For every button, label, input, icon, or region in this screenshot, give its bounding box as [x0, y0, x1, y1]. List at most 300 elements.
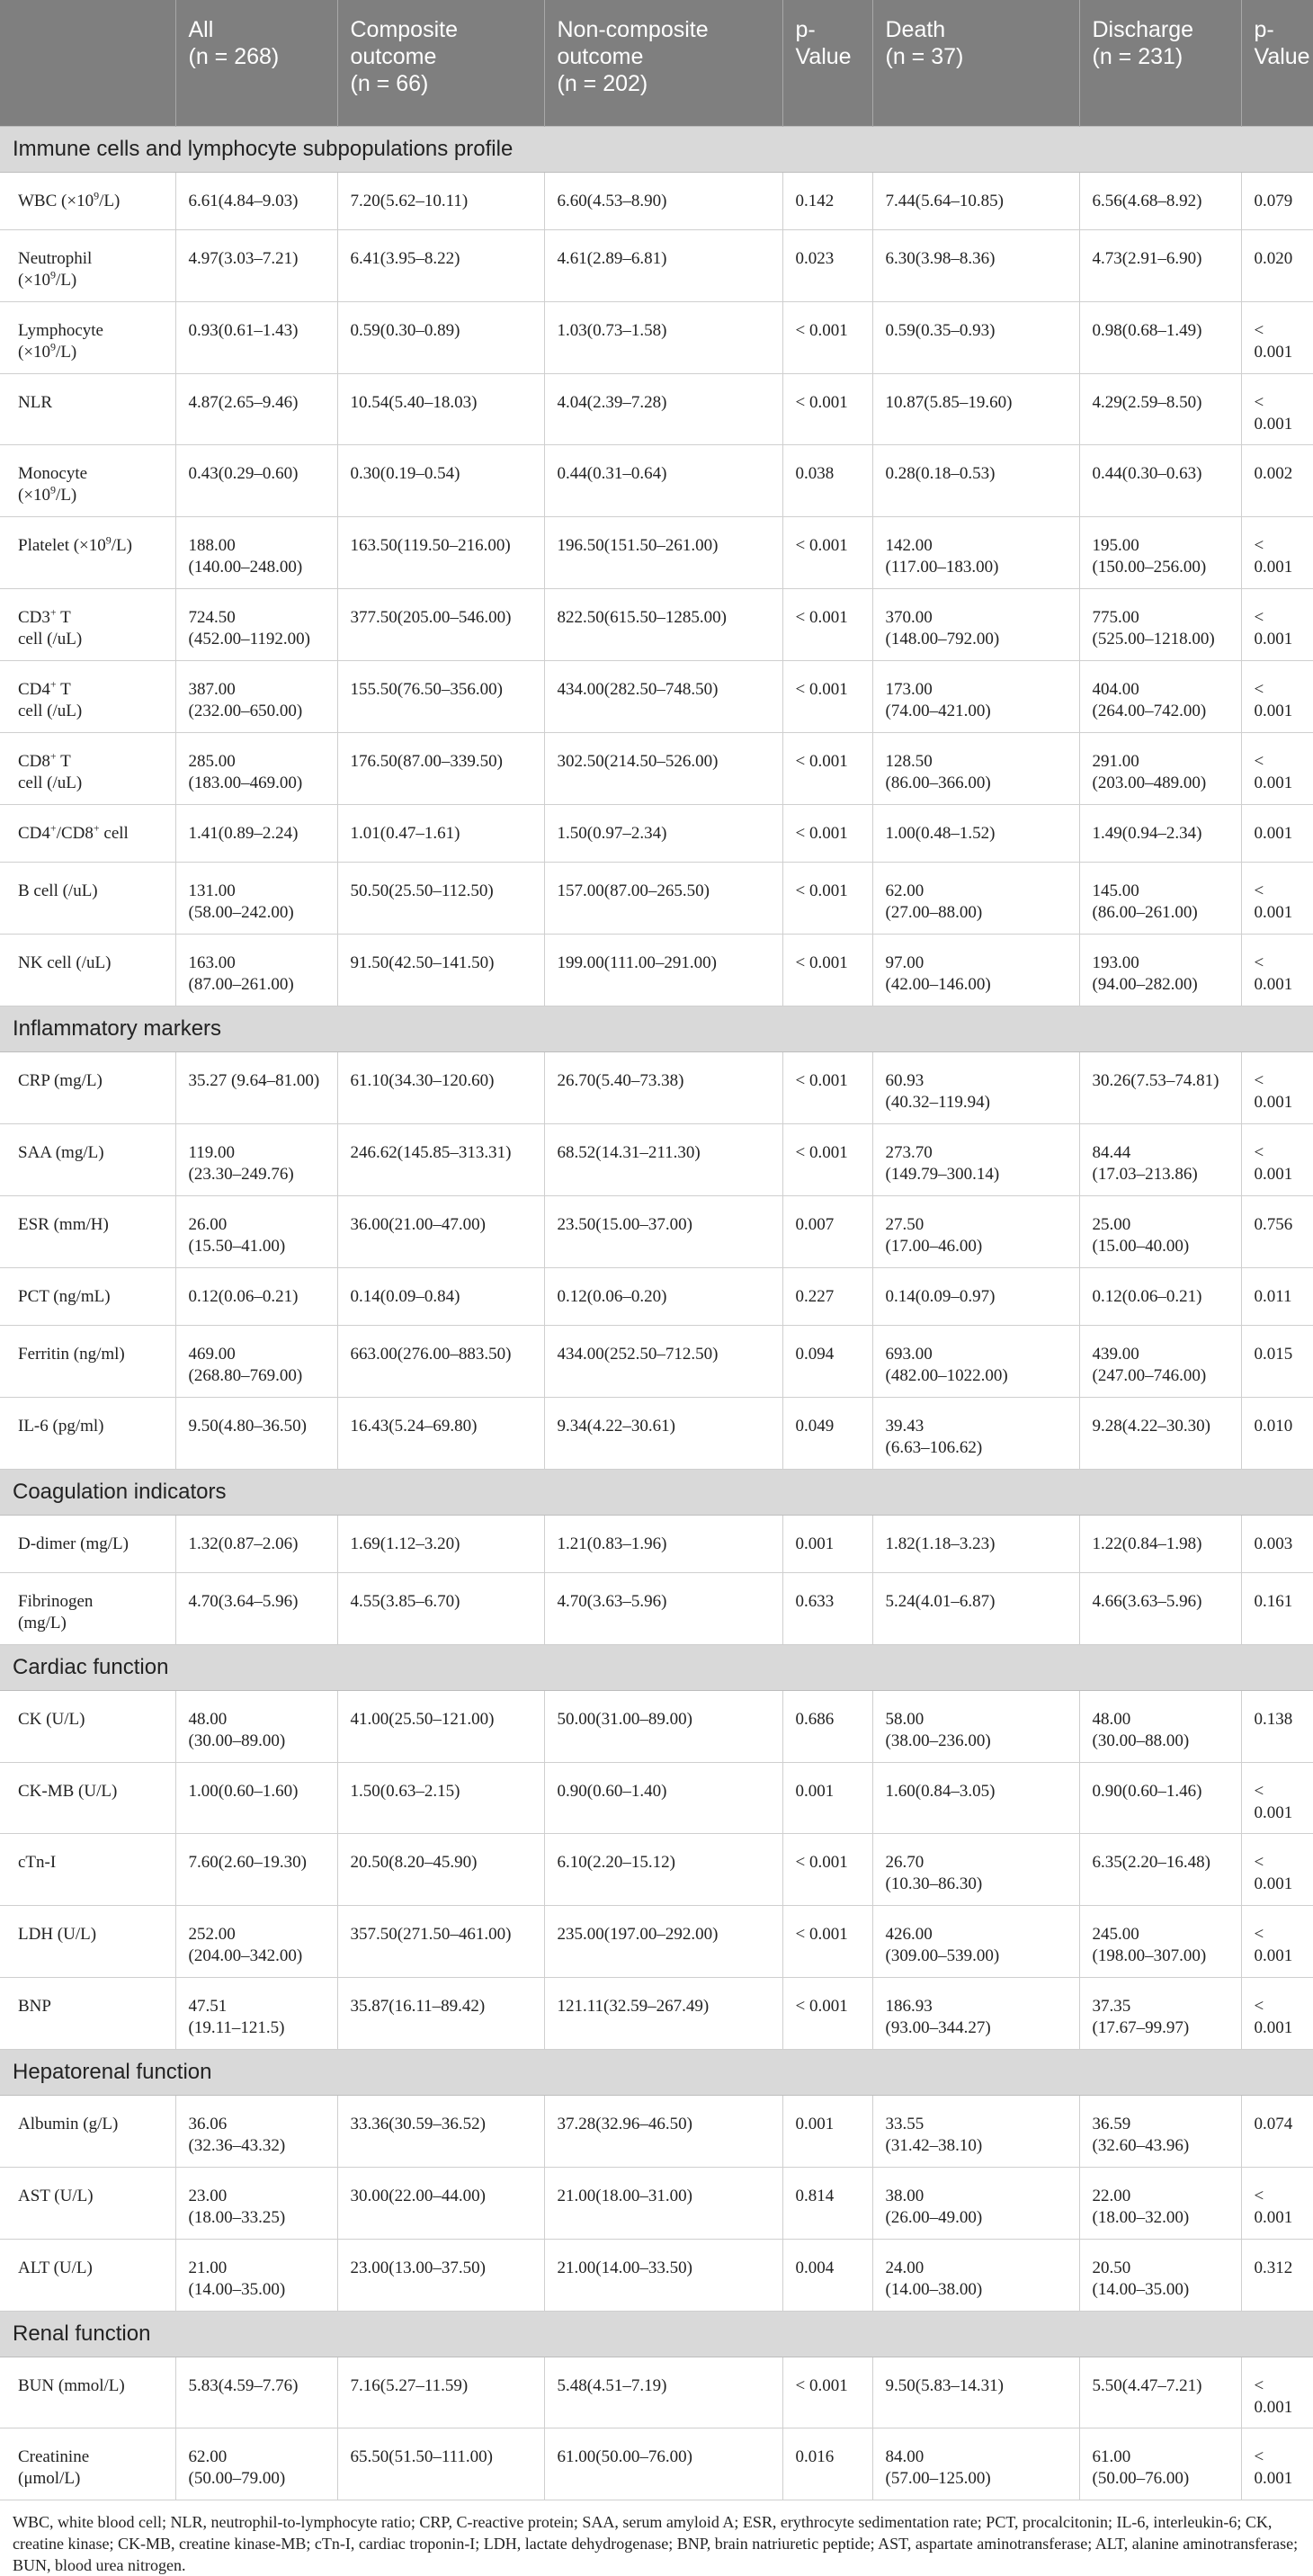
- cell-value: 97.00: [885, 953, 924, 972]
- cell-value: (15.50–41.00): [188, 1236, 286, 1256]
- table-cell: [782, 301, 872, 373]
- table-cell: [782, 588, 872, 660]
- cell-value: 245.00: [1092, 1924, 1139, 1944]
- cell-value: < 0.001: [795, 607, 848, 627]
- row-label-text: cell (/uL): [18, 701, 83, 720]
- table-cell: [544, 1905, 782, 1977]
- table-cell: [544, 2095, 782, 2167]
- superscript: +: [49, 605, 57, 619]
- table-cell: [175, 804, 337, 862]
- cell-value: 48.00: [188, 1709, 228, 1729]
- row-label-text: cell: [99, 823, 129, 843]
- table-cell: [782, 2428, 872, 2500]
- row-label-text: CK (U/L): [18, 1709, 85, 1729]
- cell-value: (18.00–33.25): [188, 2207, 286, 2227]
- row-label-text: BNP: [18, 1996, 51, 2016]
- cell-value: 0.094: [795, 1344, 835, 1364]
- cell-value: 0.59(0.35–0.93): [885, 320, 996, 340]
- cell-value: 252.00: [188, 1924, 236, 1944]
- row-label-text: NK cell (/uL): [18, 953, 112, 972]
- table-cell: [544, 1977, 782, 2049]
- cell-value: < 0.001: [1254, 1924, 1293, 1965]
- column-header-line: Value: [1254, 44, 1310, 69]
- table-row: [0, 1833, 1313, 1905]
- table-cell: [782, 229, 872, 301]
- table-cell: [337, 1195, 544, 1267]
- section-title: Cardiac function: [0, 1644, 1313, 1690]
- row-label-text: B cell (/uL): [18, 881, 98, 900]
- table-cell: [544, 301, 782, 373]
- row-label: [0, 2167, 175, 2239]
- table-cell: [175, 1123, 337, 1195]
- table-cell: [337, 934, 544, 1006]
- row-label: [0, 1123, 175, 1195]
- cell-value: 6.60(4.53–8.90): [557, 191, 667, 210]
- table-cell: [175, 1762, 337, 1833]
- table-cell: [1079, 1762, 1241, 1833]
- cell-value: 0.30(0.19–0.54): [350, 463, 460, 483]
- superscript: 9: [50, 340, 57, 353]
- row-label-text: Albumin (g/L): [18, 2114, 119, 2133]
- table-cell: [175, 1833, 337, 1905]
- row-label-text: SAA (mg/L): [18, 1142, 104, 1162]
- section-title: Coagulation indicators: [0, 1469, 1313, 1515]
- cell-value: 6.35(2.20–16.48): [1092, 1852, 1210, 1872]
- cell-value: (452.00–1192.00): [188, 629, 310, 648]
- table-row: [0, 516, 1313, 588]
- row-label: [0, 1051, 175, 1123]
- row-label-text: T: [56, 751, 71, 771]
- cell-value: 0.14(0.09–0.84): [350, 1286, 460, 1306]
- cell-value: (19.11–121.5): [188, 2017, 285, 2037]
- cell-value: 196.50(151.50–261.00): [557, 535, 719, 555]
- table-cell: [872, 1572, 1079, 1644]
- cell-value: 62.00: [885, 881, 924, 900]
- row-label: [0, 934, 175, 1006]
- cell-value: 23.50(15.00–37.00): [557, 1214, 692, 1234]
- table-row: [0, 660, 1313, 732]
- table-cell: [872, 172, 1079, 229]
- table-cell: [782, 516, 872, 588]
- table-cell: [1241, 2357, 1313, 2428]
- cell-value: (57.00–125.00): [885, 2468, 991, 2488]
- cell-value: 0.44(0.30–0.63): [1092, 463, 1202, 483]
- table-cell: [782, 1977, 872, 2049]
- cell-value: 25.00: [1092, 1214, 1131, 1234]
- cell-value: < 0.001: [1254, 751, 1293, 792]
- cell-value: < 0.001: [1254, 953, 1293, 994]
- table-cell: [872, 1325, 1079, 1397]
- row-label-text: Neutrophil: [18, 248, 93, 268]
- cell-value: 10.54(5.40–18.03): [350, 392, 478, 412]
- row-label: [0, 2239, 175, 2311]
- table-cell: [175, 2095, 337, 2167]
- superscript: +: [49, 821, 57, 835]
- table-cell: [1079, 660, 1241, 732]
- cell-value: 6.30(3.98–8.36): [885, 248, 996, 268]
- table-cell: [782, 1051, 872, 1123]
- table-cell: [337, 1325, 544, 1397]
- table-cell: [782, 1397, 872, 1469]
- table-cell: [1241, 1833, 1313, 1905]
- cell-value: (203.00–489.00): [1092, 773, 1207, 792]
- row-label-text: WBC (×10: [18, 191, 94, 210]
- cell-value: (198.00–307.00): [1092, 1945, 1207, 1965]
- table-cell: [1079, 732, 1241, 804]
- cell-value: < 0.001: [795, 1070, 848, 1090]
- table-cell: [1079, 1123, 1241, 1195]
- table-cell: [1079, 1325, 1241, 1397]
- row-label-text: Platelet (×10: [18, 535, 106, 555]
- cell-value: (117.00–183.00): [885, 557, 999, 577]
- row-label: [0, 2428, 175, 2500]
- row-label: [0, 1977, 175, 2049]
- table-cell: [337, 2357, 544, 2428]
- cell-value: 157.00(87.00–265.50): [557, 881, 710, 900]
- cell-value: 0.12(0.06–0.21): [1092, 1286, 1202, 1306]
- cell-value: 7.16(5.27–11.59): [350, 2375, 469, 2395]
- cell-value: (17.03–213.86): [1092, 1164, 1198, 1184]
- table-cell: [337, 1397, 544, 1469]
- column-header-4: [782, 0, 872, 126]
- cell-value: 0.001: [1254, 823, 1293, 843]
- table-cell: [544, 373, 782, 444]
- row-label-text: Monocyte: [18, 463, 88, 483]
- table-cell: [872, 660, 1079, 732]
- section-title: Renal function: [0, 2311, 1313, 2357]
- superscript: 9: [94, 189, 100, 202]
- table-row: [0, 229, 1313, 301]
- table-cell: [544, 444, 782, 516]
- cell-value: 24.00: [885, 2258, 924, 2277]
- cell-value: 387.00: [188, 679, 236, 699]
- row-label: [0, 1515, 175, 1572]
- cell-value: 0.43(0.29–0.60): [188, 463, 299, 483]
- table-cell: [872, 862, 1079, 934]
- table-cell: [1241, 444, 1313, 516]
- cell-value: (86.00–261.00): [1092, 902, 1198, 922]
- cell-value: 36.06: [188, 2114, 228, 2133]
- cell-value: 4.97(3.03–7.21): [188, 248, 299, 268]
- cell-value: 6.10(2.20–15.12): [557, 1852, 675, 1872]
- table-cell: [337, 1690, 544, 1762]
- cell-value: 16.43(5.24–69.80): [350, 1416, 478, 1436]
- cell-value: 0.312: [1254, 2258, 1293, 2277]
- cell-value: (140.00–248.00): [188, 557, 303, 577]
- cell-value: 693.00: [885, 1344, 933, 1364]
- row-label-text: Fibrinogen: [18, 1591, 94, 1611]
- table-cell: [1241, 373, 1313, 444]
- cell-value: < 0.001: [795, 535, 848, 555]
- row-label: [0, 1195, 175, 1267]
- cell-value: (32.36–43.32): [188, 2135, 286, 2155]
- cell-value: 9.50(4.80–36.50): [188, 1416, 307, 1436]
- cell-value: 0.28(0.18–0.53): [885, 463, 996, 483]
- cell-value: (17.00–46.00): [885, 1236, 983, 1256]
- cell-value: 4.55(3.85–6.70): [350, 1591, 460, 1611]
- table-cell: [1241, 1267, 1313, 1325]
- row-label-text: Ferritin (ng/ml): [18, 1344, 125, 1364]
- cell-value: (15.00–40.00): [1092, 1236, 1190, 1256]
- table-cell: [782, 1325, 872, 1397]
- cell-value: (482.00–1022.00): [885, 1365, 1008, 1385]
- cell-value: 357.50(271.50–461.00): [350, 1924, 512, 1944]
- cell-value: < 0.001: [795, 1924, 848, 1944]
- row-label-text: T: [56, 679, 71, 699]
- table-cell: [544, 229, 782, 301]
- cell-value: 47.51: [188, 1996, 228, 2016]
- table-cell: [1241, 660, 1313, 732]
- table-cell: [1241, 2095, 1313, 2167]
- cell-value: 48.00: [1092, 1709, 1131, 1729]
- section-row: [0, 1644, 1313, 1690]
- cell-value: 0.686: [795, 1709, 835, 1729]
- cell-value: 36.59: [1092, 2114, 1131, 2133]
- cell-value: 68.52(14.31–211.30): [557, 1142, 701, 1162]
- row-label-text: cell (/uL): [18, 629, 83, 648]
- cell-value: 173.00: [885, 679, 933, 699]
- table-cell: [782, 444, 872, 516]
- table-cell: [175, 1267, 337, 1325]
- row-label-text: /L): [111, 535, 132, 555]
- row-label: [0, 862, 175, 934]
- cell-value: 1.32(0.87–2.06): [188, 1534, 299, 1553]
- column-header-2: [337, 0, 544, 126]
- table-cell: [1241, 2239, 1313, 2311]
- column-header-line: Composite: [350, 17, 458, 42]
- table-cell: [337, 229, 544, 301]
- cell-value: 0.016: [795, 2446, 835, 2466]
- cell-value: (150.00–256.00): [1092, 557, 1207, 577]
- row-label-text: CD8: [18, 751, 50, 771]
- row-label: [0, 1762, 175, 1833]
- row-label-text: (×10: [18, 270, 51, 290]
- table-cell: [175, 1051, 337, 1123]
- cell-value: (18.00–32.00): [1092, 2207, 1190, 2227]
- cell-value: < 0.001: [1254, 2446, 1293, 2488]
- cell-value: < 0.001: [1254, 1781, 1293, 1822]
- table-row: [0, 588, 1313, 660]
- cell-value: (23.30–249.76): [188, 1164, 294, 1184]
- cell-value: < 0.001: [1254, 679, 1293, 720]
- cell-value: 91.50(42.50–141.50): [350, 953, 495, 972]
- table-cell: [544, 588, 782, 660]
- cell-value: (58.00–242.00): [188, 902, 294, 922]
- table-cell: [337, 1572, 544, 1644]
- cell-value: 4.87(2.65–9.46): [188, 392, 299, 412]
- row-label-text: /L): [56, 485, 77, 505]
- cell-value: 0.001: [795, 1534, 835, 1553]
- row-label: [0, 1325, 175, 1397]
- table-cell: [1241, 1762, 1313, 1833]
- section-row: [0, 126, 1313, 172]
- table-cell: [337, 1905, 544, 1977]
- cell-value: (40.32–119.94): [885, 1092, 990, 1112]
- table-cell: [1241, 1051, 1313, 1123]
- table-cell: [1079, 1397, 1241, 1469]
- row-label-text: (μmol/L): [18, 2468, 81, 2488]
- table-cell: [544, 1397, 782, 1469]
- superscript: 9: [105, 533, 112, 547]
- superscript: +: [49, 677, 57, 691]
- table-cell: [544, 862, 782, 934]
- cell-value: 0.142: [795, 191, 835, 210]
- column-header-line: outcome: [350, 44, 437, 69]
- table-cell: [1079, 1905, 1241, 1977]
- cell-value: < 0.001: [795, 1852, 848, 1872]
- column-header-line: Value: [795, 44, 852, 69]
- cell-value: 145.00: [1092, 881, 1139, 900]
- cell-value: 39.43: [885, 1416, 924, 1436]
- table-row: [0, 1267, 1313, 1325]
- table-row: [0, 373, 1313, 444]
- table-row: [0, 1905, 1313, 1977]
- table-cell: [1241, 229, 1313, 301]
- cell-value: (525.00–1218.00): [1092, 629, 1215, 648]
- table-cell: [337, 862, 544, 934]
- cell-value: 1.69(1.12–3.20): [350, 1534, 460, 1553]
- table-cell: [544, 172, 782, 229]
- table-cell: [1241, 1123, 1313, 1195]
- table-cell: [1241, 804, 1313, 862]
- table-cell: [544, 2167, 782, 2239]
- table-cell: [1079, 1515, 1241, 1572]
- cell-value: 4.70(3.64–5.96): [188, 1591, 299, 1611]
- table-cell: [544, 1572, 782, 1644]
- cell-value: < 0.001: [795, 823, 848, 843]
- row-label-text: BUN (mmol/L): [18, 2375, 125, 2395]
- table-cell: [337, 732, 544, 804]
- cell-value: 1.00(0.60–1.60): [188, 1781, 299, 1801]
- cell-value: (232.00–650.00): [188, 701, 303, 720]
- table-cell: [1241, 1905, 1313, 1977]
- cell-value: (94.00–282.00): [1092, 974, 1198, 994]
- cell-value: < 0.001: [1254, 320, 1293, 362]
- row-label: [0, 732, 175, 804]
- cell-value: 176.50(87.00–339.50): [350, 751, 503, 771]
- table-cell: [872, 732, 1079, 804]
- cell-value: (26.00–49.00): [885, 2207, 983, 2227]
- table-cell: [1241, 732, 1313, 804]
- table-cell: [175, 862, 337, 934]
- table-cell: [782, 373, 872, 444]
- cell-value: 0.138: [1254, 1709, 1293, 1729]
- row-label-text: CD4: [18, 679, 50, 699]
- table-row: [0, 732, 1313, 804]
- cell-value: 22.00: [1092, 2186, 1131, 2205]
- table-cell: [544, 516, 782, 588]
- column-header-line: outcome: [557, 44, 644, 69]
- row-label-text: /CD8: [56, 823, 94, 843]
- table-cell: [782, 1195, 872, 1267]
- cell-value: 0.14(0.09–0.97): [885, 1286, 996, 1306]
- cell-value: 4.73(2.91–6.90): [1092, 248, 1202, 268]
- table-cell: [1079, 1267, 1241, 1325]
- table-cell: [872, 1195, 1079, 1267]
- cell-value: 434.00(282.50–748.50): [557, 679, 719, 699]
- table-row: [0, 1690, 1313, 1762]
- table-row: [0, 1397, 1313, 1469]
- cell-value: 119.00: [188, 1142, 236, 1162]
- column-header-line: (n = 66): [350, 71, 429, 96]
- cell-value: 50.50(25.50–112.50): [350, 881, 494, 900]
- table-cell: [782, 804, 872, 862]
- cell-value: (183.00–469.00): [188, 773, 303, 792]
- table-cell: [1241, 172, 1313, 229]
- table-cell: [872, 1905, 1079, 1977]
- table-cell: [782, 1905, 872, 1977]
- table-row: [0, 804, 1313, 862]
- cell-value: (27.00–88.00): [885, 902, 983, 922]
- row-label: [0, 1397, 175, 1469]
- table-cell: [175, 444, 337, 516]
- row-label: [0, 660, 175, 732]
- cell-value: (17.67–99.97): [1092, 2017, 1190, 2037]
- cell-value: 5.83(4.59–7.76): [188, 2375, 299, 2395]
- table-row: [0, 2357, 1313, 2428]
- cell-value: < 0.001: [795, 953, 848, 972]
- cell-value: 155.50(76.50–356.00): [350, 679, 503, 699]
- row-label-text: ALT (U/L): [18, 2258, 93, 2277]
- table-cell: [782, 862, 872, 934]
- cell-value: (30.00–89.00): [188, 1731, 286, 1750]
- table-cell: [544, 2428, 782, 2500]
- cell-value: 4.04(2.39–7.28): [557, 392, 667, 412]
- row-label-text: (×10: [18, 342, 51, 362]
- cell-value: < 0.001: [1254, 1996, 1293, 2037]
- table-cell: [544, 934, 782, 1006]
- cell-value: (86.00–366.00): [885, 773, 991, 792]
- row-label-text: ESR (mm/H): [18, 1214, 109, 1234]
- cell-value: 1.41(0.89–2.24): [188, 823, 299, 843]
- cell-value: < 0.001: [1254, 2375, 1293, 2417]
- cell-value: 131.00: [188, 881, 236, 900]
- cell-value: 1.50(0.63–2.15): [350, 1781, 460, 1801]
- table-cell: [1079, 1977, 1241, 2049]
- table-cell: [872, 1690, 1079, 1762]
- cell-value: 0.079: [1254, 191, 1293, 210]
- table-cell: [1079, 1690, 1241, 1762]
- cell-value: (93.00–344.27): [885, 2017, 991, 2037]
- row-label-text: AST (U/L): [18, 2186, 94, 2205]
- table-cell: [872, 804, 1079, 862]
- table-cell: [1079, 1195, 1241, 1267]
- cell-value: 61.10(34.30–120.60): [350, 1070, 495, 1090]
- table-cell: [544, 2357, 782, 2428]
- superscript: +: [49, 749, 57, 763]
- cell-value: 4.66(3.63–5.96): [1092, 1591, 1202, 1611]
- table-cell: [1079, 2167, 1241, 2239]
- cell-value: 33.55: [885, 2114, 924, 2133]
- table-cell: [175, 732, 337, 804]
- cell-value: 9.28(4.22–30.30): [1092, 1416, 1210, 1436]
- cell-value: 0.002: [1254, 463, 1293, 483]
- cell-value: 0.015: [1254, 1344, 1293, 1364]
- table-cell: [544, 1051, 782, 1123]
- cell-value: 199.00(111.00–291.00): [557, 953, 717, 972]
- cell-value: 142.00: [885, 535, 933, 555]
- cell-value: 0.44(0.31–0.64): [557, 463, 667, 483]
- table-cell: [544, 2239, 782, 2311]
- row-label: [0, 444, 175, 516]
- table-cell: [175, 1905, 337, 1977]
- table-cell: [544, 1195, 782, 1267]
- table-row: [0, 862, 1313, 934]
- row-label: [0, 516, 175, 588]
- section-title: Inflammatory markers: [0, 1006, 1313, 1051]
- table-cell: [1079, 2357, 1241, 2428]
- cell-value: 724.50: [188, 607, 236, 627]
